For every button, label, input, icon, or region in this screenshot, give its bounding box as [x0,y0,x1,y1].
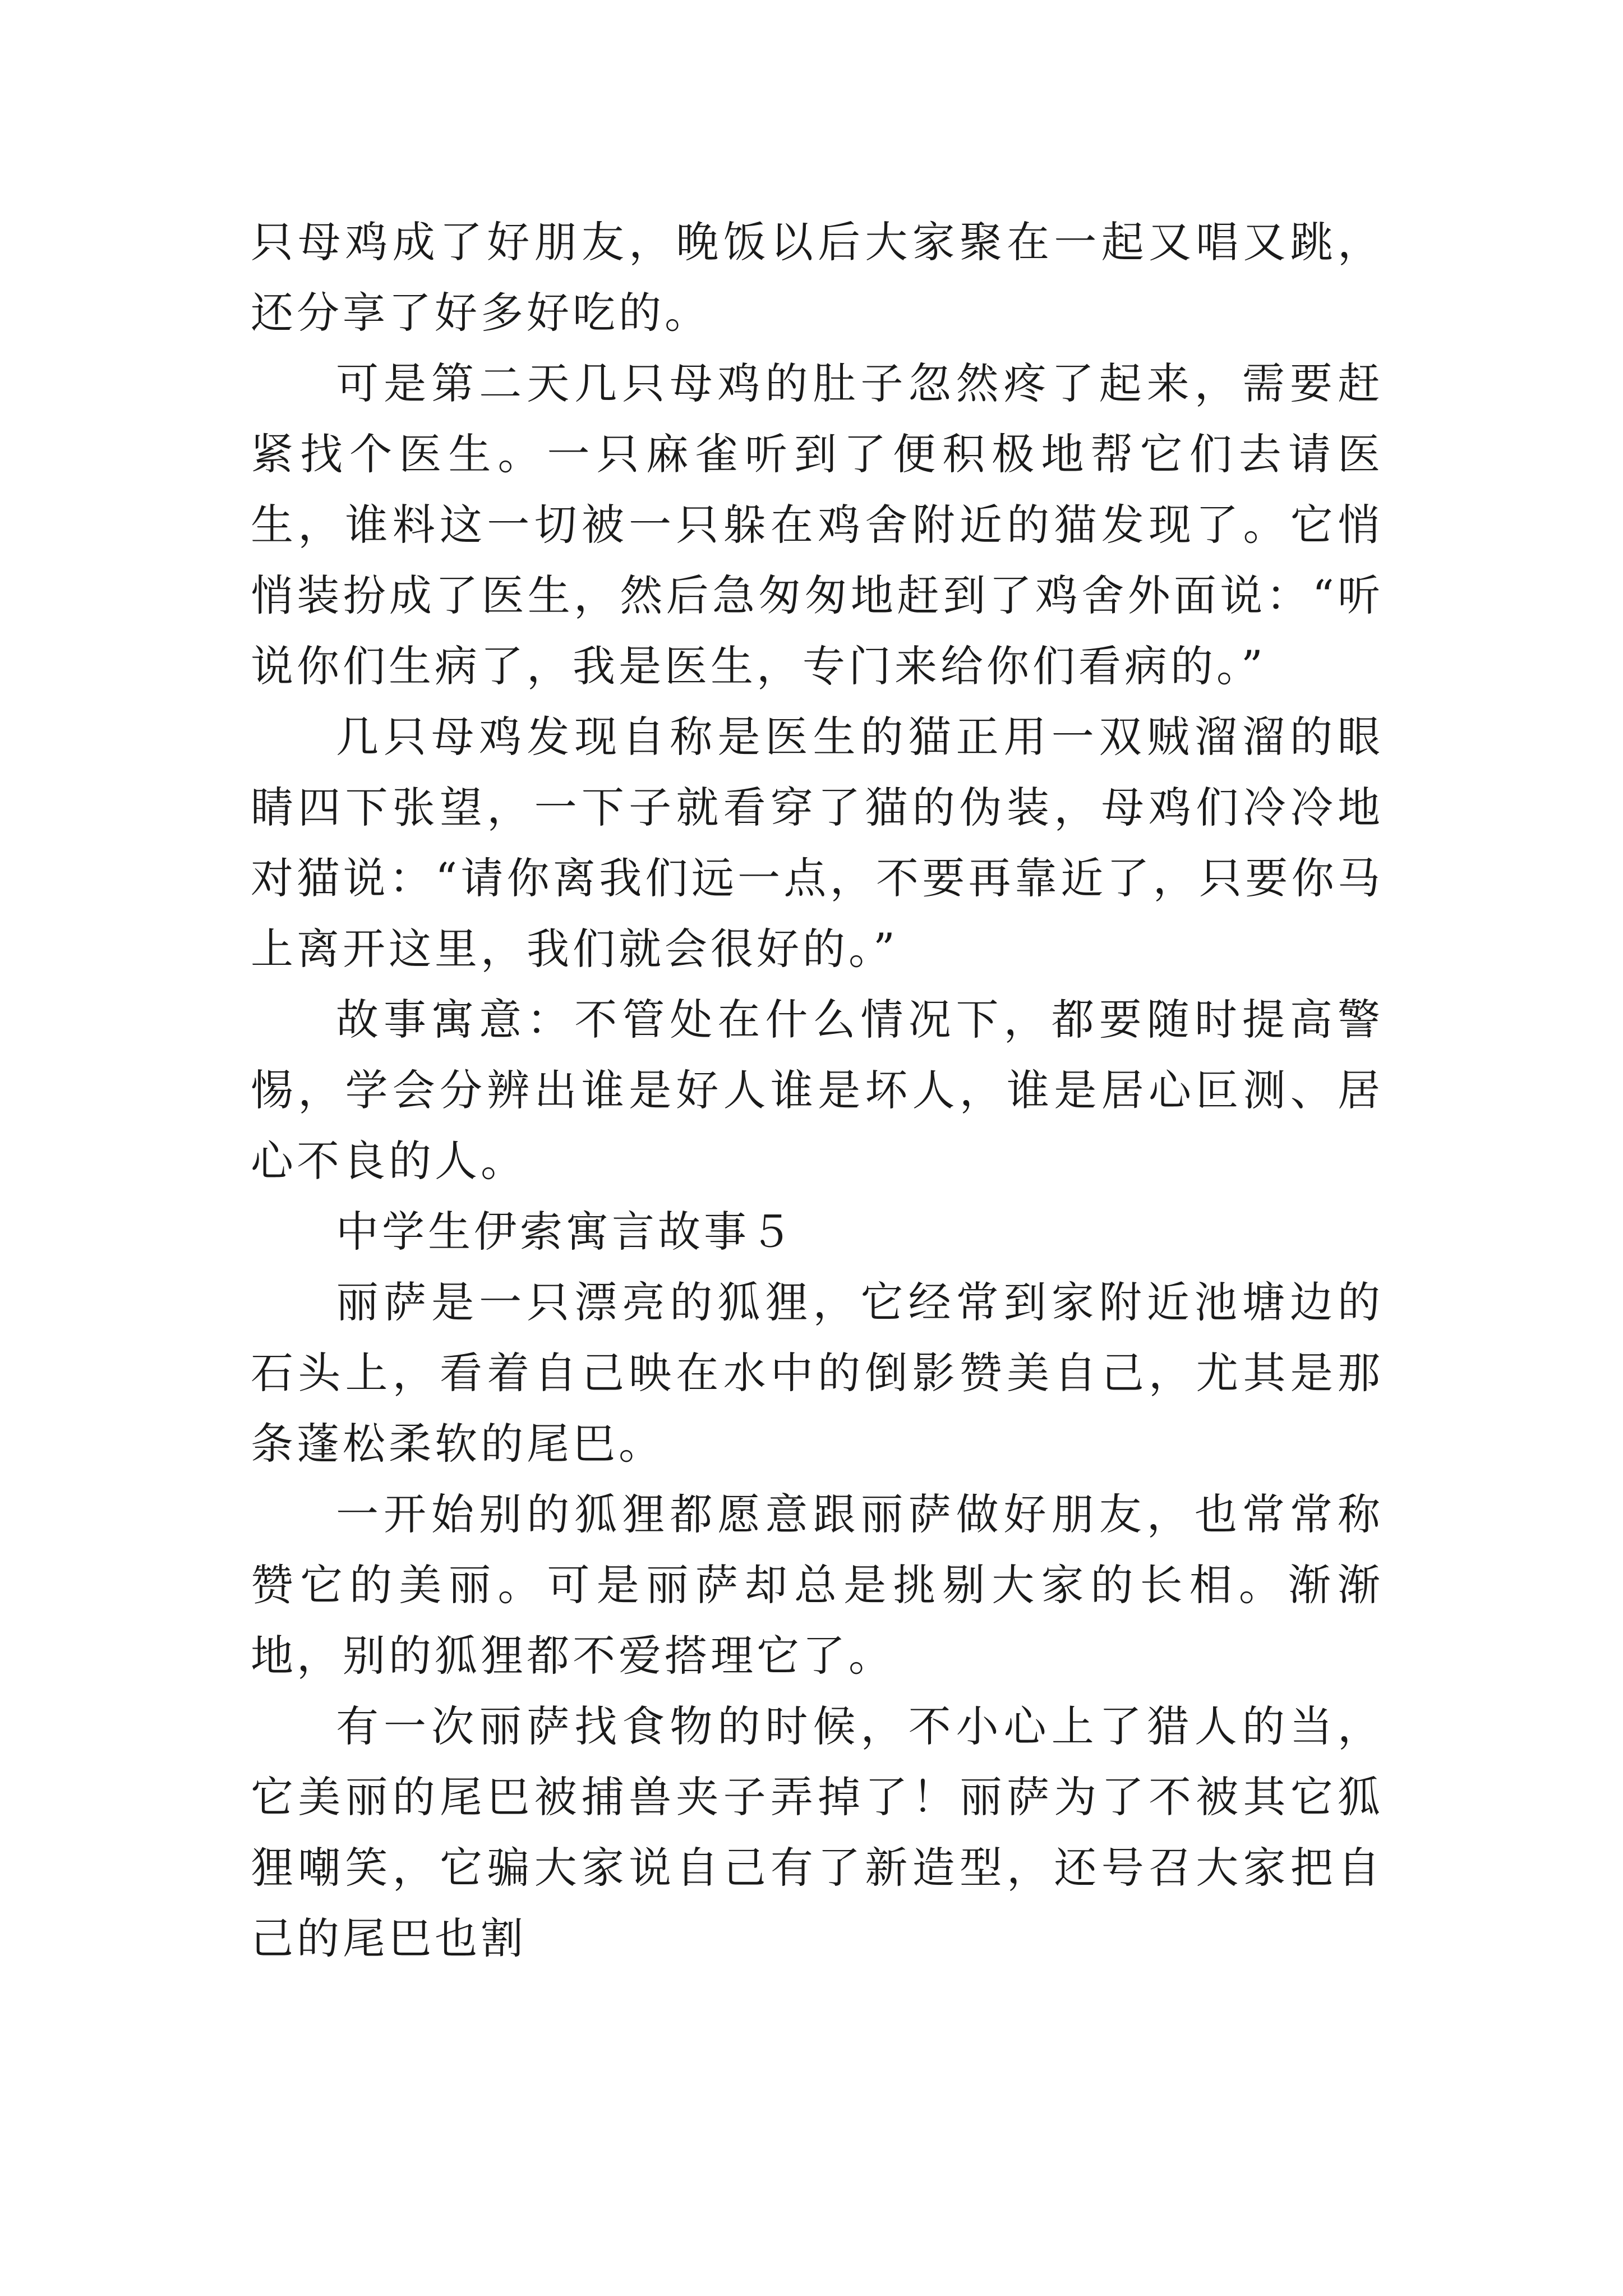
paragraph-moral: 故事寓意：不管处在什么情况下，都要随时提高警惕，学会分辨出谁是好人谁是坏人，谁是居心叵测、居心不良的人。 [251,995,1384,1186]
paragraph-2: 可是第二天几只母鸡的肚子忽然疼了起来，需要赶紧找个医生。一只麻雀听到了便积极地帮它们去请医生，谁料这一切被一只躲在鸡舍附近的猫发现了。它悄悄装扮成了医生，然后急匆匆地赶到了鸡舍外面说：“听说你们生病了，我是医生，专门来给你们看病的。” [251,358,1384,691]
body-text [251,207,1384,1974]
paragraph-1: 只母鸡成了好朋友，晚饭以后大家聚在一起又唱又跳，还分享了好多好吃的。 [251,217,1384,338]
paragraph-7: 有一次丽萨找食物的时候，不小心上了猎人的当，它美丽的尾巴被捕兽夹子弄掉了！丽萨为了不被其它狐狸嘲笑，它骗大家说自己有了新造型，还号召大家把自己的尾巴也割 [251,1701,1384,1963]
paragraph-3: 几只母鸡发现自称是医生的猫正用一双贼溜溜的眼睛四下张望，一下子就看穿了猫的伪装，母鸡们冷冷地对猫说：“请你离我们远一点，不要再靠近了，只要你马上离开这里，我们就会很好的。” [251,712,1384,974]
paragraph-5: 丽萨是一只漂亮的狐狸，它经常到家附近池塘边的石头上，看着自己映在水中的倒影赞美自己，尤其是那条蓬松柔软的尾巴。 [251,1277,1384,1469]
paragraph-6: 一开始别的狐狸都愿意跟丽萨做好朋友，也常常称赞它的美丽。可是丽萨却总是挑剔大家的长相。渐渐地，别的狐狸都不爱搭理它了。 [251,1489,1384,1681]
story-heading: 中学生伊索寓言故事５ [336,1207,796,1257]
